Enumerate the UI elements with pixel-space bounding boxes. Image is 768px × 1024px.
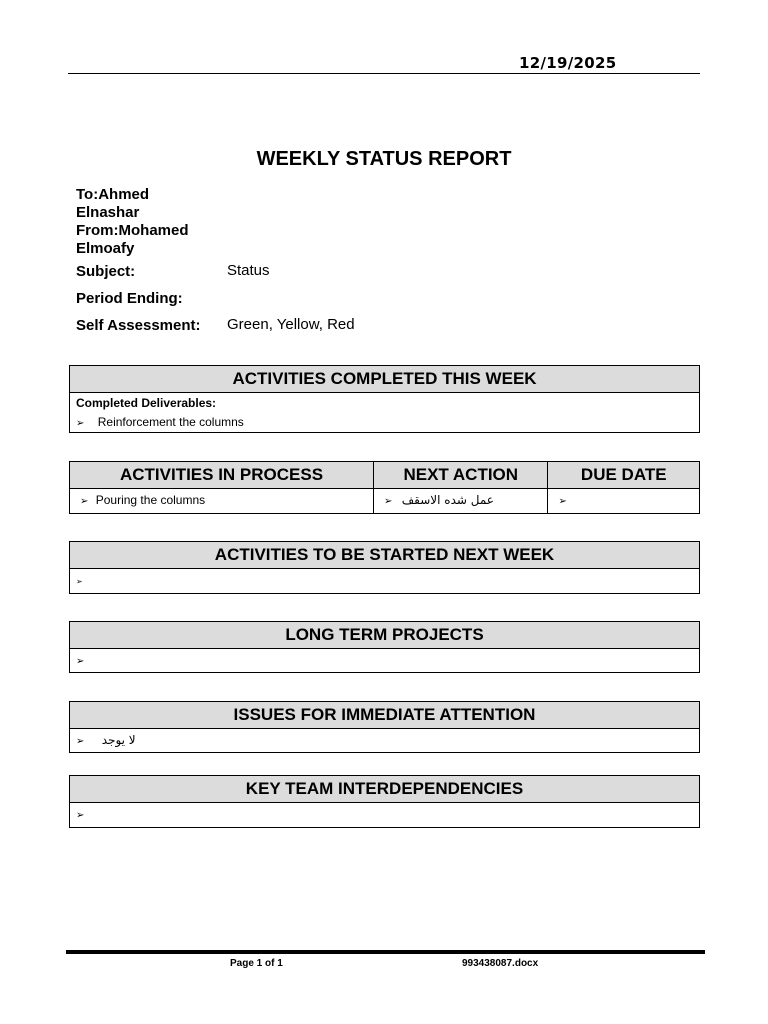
table-cell-due-date[interactable] bbox=[547, 489, 699, 514]
from-line: From:Mohamed bbox=[76, 222, 189, 239]
next-week-heading: ACTIVITIES TO BE STARTED NEXT WEEK bbox=[70, 542, 699, 569]
list-item bbox=[76, 415, 244, 429]
bullet-arrow-icon: ➢ bbox=[384, 496, 393, 507]
footer-filename: 993438087.docx bbox=[462, 958, 539, 969]
from-line-cont: Elmoafy bbox=[76, 240, 135, 257]
next-week-section bbox=[69, 541, 700, 594]
footer-divider bbox=[66, 950, 705, 954]
bullet-arrow-icon: ➢ bbox=[76, 656, 85, 667]
bullet-arrow-icon: ➢ bbox=[76, 736, 85, 747]
completed-section bbox=[69, 365, 700, 433]
long-term-section bbox=[69, 621, 700, 673]
self-assessment-value[interactable]: Green, Yellow, Red bbox=[227, 316, 355, 333]
issues-body[interactable] bbox=[70, 729, 699, 753]
to-line-cont: Elnashar bbox=[76, 204, 140, 221]
bullet-arrow-icon: ➢ bbox=[76, 418, 85, 429]
subject-value[interactable]: Status bbox=[227, 262, 270, 279]
subject-label: Subject: bbox=[76, 263, 136, 280]
long-term-heading: LONG TERM PROJECTS bbox=[70, 622, 699, 649]
bullet-arrow-icon: ➢ bbox=[80, 496, 89, 507]
col-activities-in-process: ACTIVITIES IN PROCESS bbox=[119, 465, 324, 484]
self-assessment-label: Self Assessment: bbox=[76, 317, 201, 334]
completed-subheading: Completed Deliverables: bbox=[76, 396, 217, 410]
bullet-arrow-icon: ➢ bbox=[76, 577, 83, 586]
table-row bbox=[70, 489, 699, 514]
table-cell-next-action[interactable]: ➢ عمل شده الاسقف bbox=[373, 489, 547, 514]
footer-page-number: Page 1 of 1 bbox=[230, 958, 283, 969]
issues-section bbox=[69, 701, 700, 753]
completed-heading: ACTIVITIES COMPLETED THIS WEEK bbox=[70, 366, 699, 393]
interdependencies-body[interactable] bbox=[70, 803, 699, 828]
interdependencies-section bbox=[69, 775, 700, 828]
col-due-date: DUE DATE bbox=[547, 462, 699, 488]
next-week-body[interactable] bbox=[70, 569, 699, 594]
completed-body[interactable] bbox=[70, 393, 699, 434]
interdependencies-heading: KEY TEAM INTERDEPENDENCIES bbox=[70, 776, 699, 803]
in-process-header-row bbox=[70, 462, 699, 489]
list-item-text: Reinforcement the columns bbox=[97, 415, 244, 429]
to-from-block bbox=[76, 186, 206, 258]
table-cell-activity[interactable]: ➢ Pouring the columns bbox=[70, 489, 373, 514]
bullet-arrow-icon: ➢ bbox=[76, 810, 85, 821]
col-next-action: NEXT ACTION bbox=[373, 462, 547, 488]
page-title: WEEKLY STATUS REPORT bbox=[256, 148, 512, 170]
header-divider bbox=[68, 73, 700, 74]
issues-heading: ISSUES FOR IMMEDIATE ATTENTION bbox=[70, 702, 699, 729]
in-process-section bbox=[69, 461, 700, 514]
long-term-body[interactable] bbox=[70, 649, 699, 673]
bullet-arrow-icon: ➢ bbox=[558, 496, 567, 507]
to-line: To:Ahmed bbox=[76, 186, 150, 203]
list-item-text: لا يوجد bbox=[101, 733, 136, 747]
period-ending-label: Period Ending: bbox=[76, 290, 183, 307]
report-date: 12/19/2025 bbox=[519, 54, 617, 72]
